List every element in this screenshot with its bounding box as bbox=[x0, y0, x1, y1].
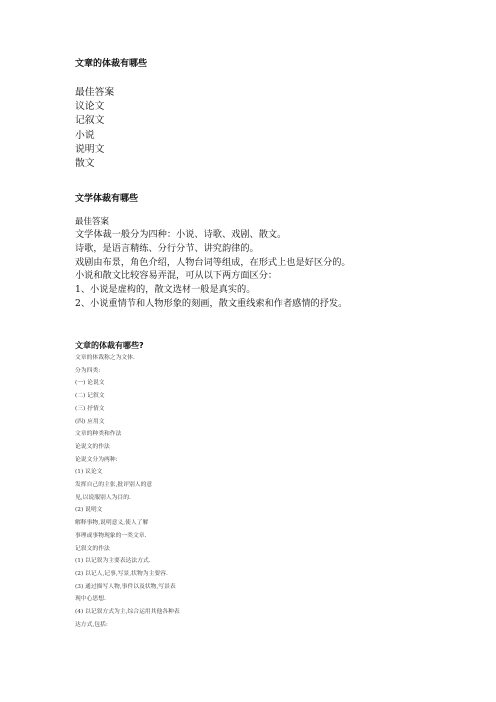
section-title: 文学体裁有哪些 bbox=[75, 194, 139, 204]
detail-line: (2) 说明文 bbox=[75, 507, 103, 514]
answer-line: 说明文 bbox=[75, 143, 105, 155]
answer-line: 议论文 bbox=[75, 101, 105, 113]
section-title: 文章的体裁有哪些? bbox=[75, 341, 144, 350]
detail-line: 文章的体裁称之为文体. bbox=[75, 355, 135, 361]
detail-line: 发挥自己的主张,批评别人的意 bbox=[75, 482, 153, 489]
detail-line: 解释事物,说明意义,使人了解 bbox=[75, 520, 149, 527]
best-answer-label: 最佳答案 bbox=[75, 217, 110, 227]
section-title: 文章的体裁有哪些 bbox=[75, 59, 148, 69]
detail-line: 事理或事物现象的一类文章. bbox=[75, 532, 147, 539]
answer-line: 记叙文 bbox=[75, 115, 105, 127]
detail-line: 见,以说服别人为目的. bbox=[75, 494, 131, 501]
detail-line: (一) 论说文 bbox=[75, 380, 105, 387]
paragraph-line: 2、小说重情节和人物形象的刻画，散文重线索和作者感情的抒发。 bbox=[75, 297, 348, 309]
detail-line: 达方式,包括: bbox=[75, 621, 108, 628]
section-literary-genres bbox=[75, 193, 475, 311]
detail-line: (1) 以记叙为主要表达法方式. bbox=[75, 558, 151, 565]
detail-line: (二) 记叙文 bbox=[75, 393, 105, 400]
paragraph-line: 文学体裁一般分为四种：小说、诗歌、戏剧、散文。 bbox=[75, 229, 287, 240]
answer-list bbox=[75, 86, 475, 171]
detail-line: (4) 以记叙方式为主,综合运用其他各种表 bbox=[75, 609, 180, 616]
paragraph-line: 戏剧由布景，角色介绍，人物台词等组成，在形式上也是好区分的。 bbox=[75, 256, 351, 268]
detail-line: (2) 以记人,记事,写景,状物为主要容. bbox=[75, 570, 168, 577]
detail-line: 文章的种类和作法 bbox=[75, 431, 122, 438]
paragraph-line: 小说和散文比较容易弄混，可从以下两方面区分： bbox=[75, 270, 278, 282]
detail-line: 记叙文的作法 bbox=[75, 545, 110, 552]
detail-line: 论说文分为两种: bbox=[75, 456, 118, 463]
answer-line: 最佳答案 bbox=[75, 87, 115, 98]
detail-line: 现中心思想. bbox=[75, 596, 106, 603]
detail-line: 论说文的作法 bbox=[75, 443, 110, 450]
detail-line: (四) 应用文 bbox=[75, 418, 105, 425]
section-article-genres-detail bbox=[75, 340, 475, 631]
answer-line: 小说 bbox=[75, 129, 95, 141]
section-article-genres bbox=[75, 58, 475, 171]
paragraph-line: 诗歌，是语言精练、分行分节、讲究韵律的。 bbox=[75, 242, 259, 254]
detail-line: (1) 议论文 bbox=[75, 469, 103, 476]
paragraph-line: 1、小说是虚构的，散文选材一般是真实的。 bbox=[75, 284, 256, 296]
detail-line: (3) 通过描写人物,事件以及状物,写景表 bbox=[75, 583, 176, 590]
detail-line: 分为四类: bbox=[75, 367, 101, 374]
detail-line: (三) 抒情文 bbox=[75, 405, 105, 412]
answer-line: 散文 bbox=[75, 158, 95, 170]
